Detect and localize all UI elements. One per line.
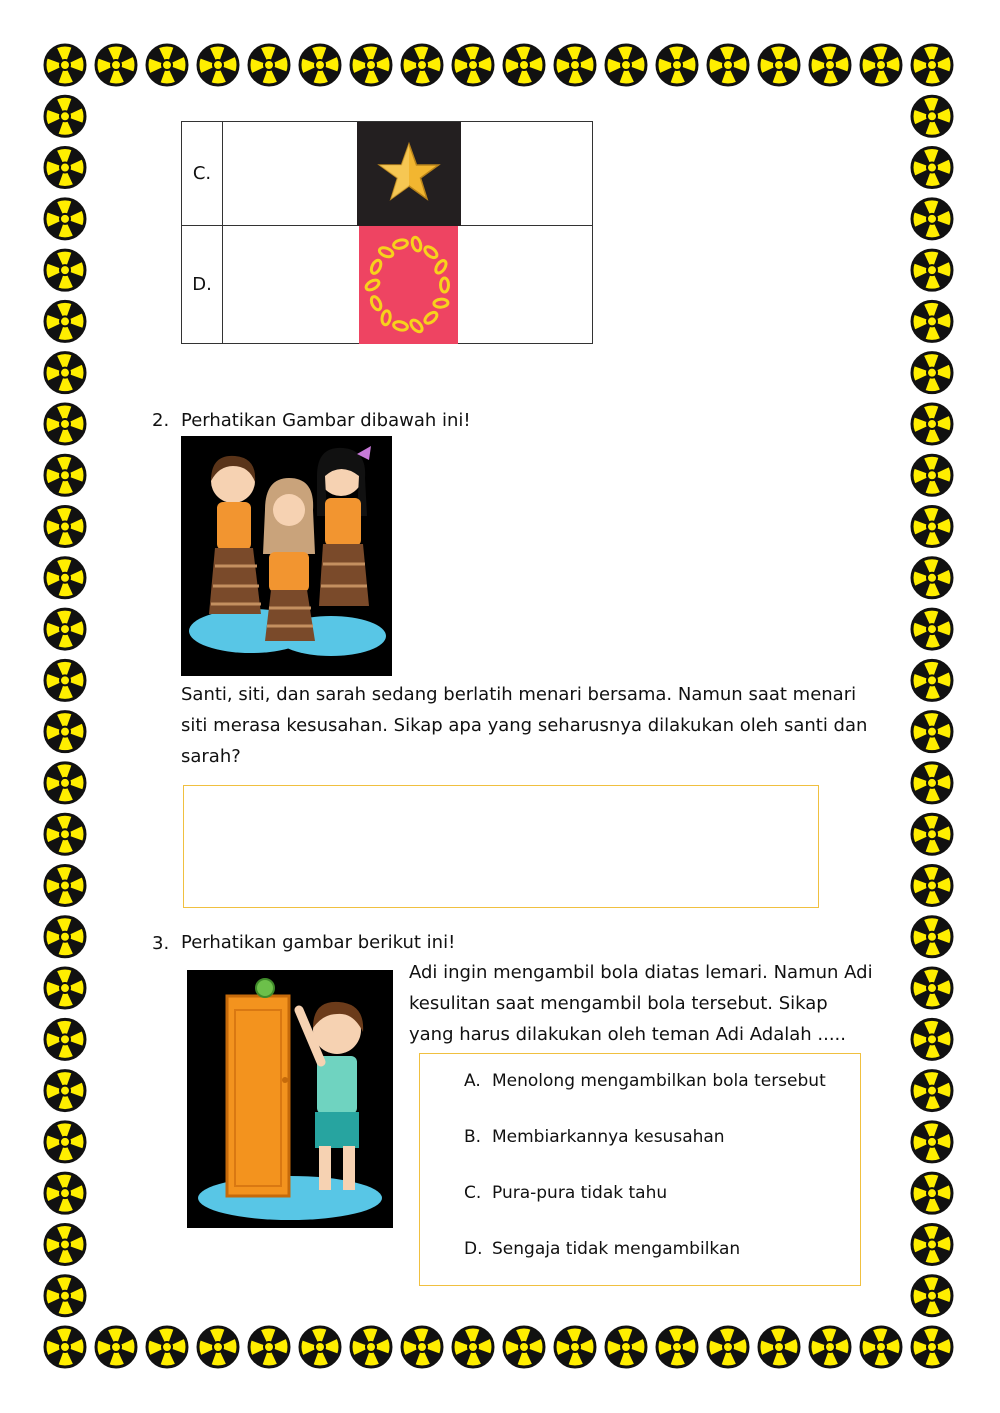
question3-text-line: Adi ingin mengambil bola diatas lemari. Namun Adi (409, 962, 873, 983)
border-badge (45, 96, 85, 136)
border-badge (657, 45, 697, 85)
border-badge (45, 301, 85, 341)
border-badge (912, 1224, 952, 1264)
border-badge (45, 609, 85, 649)
border-badge (45, 1019, 85, 1059)
question3-text (409, 957, 889, 1050)
border-badge (249, 1327, 289, 1367)
border-badge (912, 404, 952, 444)
question3-choices-box (419, 1053, 861, 1286)
border-badge (45, 1327, 85, 1367)
border-badge (606, 45, 646, 85)
border-badge (45, 507, 85, 547)
border-badge (912, 301, 952, 341)
choice-letter: D. (464, 1239, 483, 1259)
border-badge (912, 1071, 952, 1111)
choice-a[interactable] (464, 1071, 826, 1091)
question3-prompt: Perhatikan gambar berikut ini! (181, 932, 456, 953)
border-badge (351, 1327, 391, 1367)
border-badge (912, 712, 952, 752)
border-badge (861, 1327, 901, 1367)
choice-letter: C. (464, 1183, 482, 1203)
border-badge (912, 353, 952, 393)
border-badge (45, 763, 85, 803)
border-badge (45, 45, 85, 85)
border-badge (45, 1224, 85, 1264)
border-badge (45, 148, 85, 188)
choice-text: Sengaja tidak mengambilkan (492, 1239, 741, 1259)
border-badge (45, 660, 85, 700)
border-badge (810, 45, 850, 85)
question2-text-line: siti merasa kesusahan. Sikap apa yang seharusnya dilakukan oleh santi dan (181, 715, 868, 736)
choice-text: Menolong mengambilkan bola tersebut (492, 1071, 826, 1091)
border-badge (96, 1327, 136, 1367)
border-badge (555, 45, 595, 85)
question3-number: 3. (152, 933, 170, 954)
border-badge (453, 45, 493, 85)
border-badge (759, 45, 799, 85)
table-row (182, 226, 593, 344)
border-badge (912, 45, 952, 85)
border-badge (249, 45, 289, 85)
border-badge (504, 1327, 544, 1367)
question3-text-line: yang harus dilakukan oleh teman Adi Adalah ..... (409, 1024, 847, 1045)
border-badge (912, 455, 952, 495)
boy-reaching-cupboard-image[interactable] (187, 970, 393, 1228)
border-badge (657, 1327, 697, 1367)
border-badge (198, 45, 238, 85)
question2-text-line: sarah? (181, 746, 241, 767)
border-badge (912, 1276, 952, 1316)
border-badge (45, 353, 85, 393)
border-badge (912, 1019, 952, 1059)
border-badge (861, 45, 901, 85)
border-badge (504, 45, 544, 85)
choice-c[interactable] (464, 1183, 667, 1203)
star-symbol-image[interactable] (357, 122, 461, 226)
border-badge (912, 814, 952, 854)
border-badge (912, 250, 952, 290)
border-badge (45, 1173, 85, 1213)
border-badge (912, 199, 952, 239)
border-badge (45, 1276, 85, 1316)
border-badge (912, 1173, 952, 1213)
border-badge (912, 507, 952, 547)
border-badge (402, 1327, 442, 1367)
border-badge (45, 404, 85, 444)
border-badge (198, 1327, 238, 1367)
border-badge (912, 865, 952, 905)
choice-letter: B. (464, 1127, 482, 1147)
chain-symbol-image[interactable] (359, 226, 458, 344)
border-badge (45, 917, 85, 957)
border-badge (45, 865, 85, 905)
border-badge (351, 45, 391, 85)
choice-letter: A. (464, 1071, 481, 1091)
border-badge (912, 148, 952, 188)
question2-text (181, 679, 881, 772)
border-badge (912, 558, 952, 598)
border-badge (912, 609, 952, 649)
border-badge (402, 45, 442, 85)
border-badge (300, 1327, 340, 1367)
border-badge (555, 1327, 595, 1367)
question2-answer-box[interactable] (183, 785, 819, 908)
border-badge (912, 1327, 952, 1367)
question2-number: 2. (152, 410, 170, 431)
border-badge (606, 1327, 646, 1367)
option-d-label: D. (182, 226, 223, 344)
choice-text: Pura-pura tidak tahu (492, 1183, 668, 1203)
border-badge (453, 1327, 493, 1367)
question3-text-line: kesulitan saat mengambil bola tersebut. Sikap (409, 993, 828, 1014)
border-badge (45, 712, 85, 752)
border-badge (45, 199, 85, 239)
question2-text-line: Santi, siti, dan sarah sedang berlatih menari bersama. Namun saat menari (181, 684, 857, 705)
border-badge (45, 250, 85, 290)
border-badge (96, 45, 136, 85)
question2-prompt: Perhatikan Gambar dibawah ini! (181, 410, 471, 431)
border-badge (708, 1327, 748, 1367)
border-badge (912, 1122, 952, 1162)
border-badge (912, 968, 952, 1008)
border-badge (912, 660, 952, 700)
three-girls-dancing-image[interactable] (181, 436, 392, 676)
border-badge (810, 1327, 850, 1367)
choice-d[interactable] (464, 1239, 740, 1259)
border-badge (912, 917, 952, 957)
border-badge (759, 1327, 799, 1367)
border-badge (45, 968, 85, 1008)
border-badge (45, 1071, 85, 1111)
question1-options-table (181, 121, 593, 344)
border-badge (300, 45, 340, 85)
option-c-label: C. (182, 122, 223, 226)
border-badge (147, 1327, 187, 1367)
border-badge (912, 96, 952, 136)
border-badge (45, 814, 85, 854)
border-badge (708, 45, 748, 85)
table-row (182, 122, 593, 226)
choice-b[interactable] (464, 1127, 725, 1147)
choice-text: Membiarkannya kesusahan (492, 1127, 725, 1147)
border-badge (912, 763, 952, 803)
border-badge (45, 558, 85, 598)
border-badge (45, 1122, 85, 1162)
border-badge (147, 45, 187, 85)
border-badge (45, 455, 85, 495)
